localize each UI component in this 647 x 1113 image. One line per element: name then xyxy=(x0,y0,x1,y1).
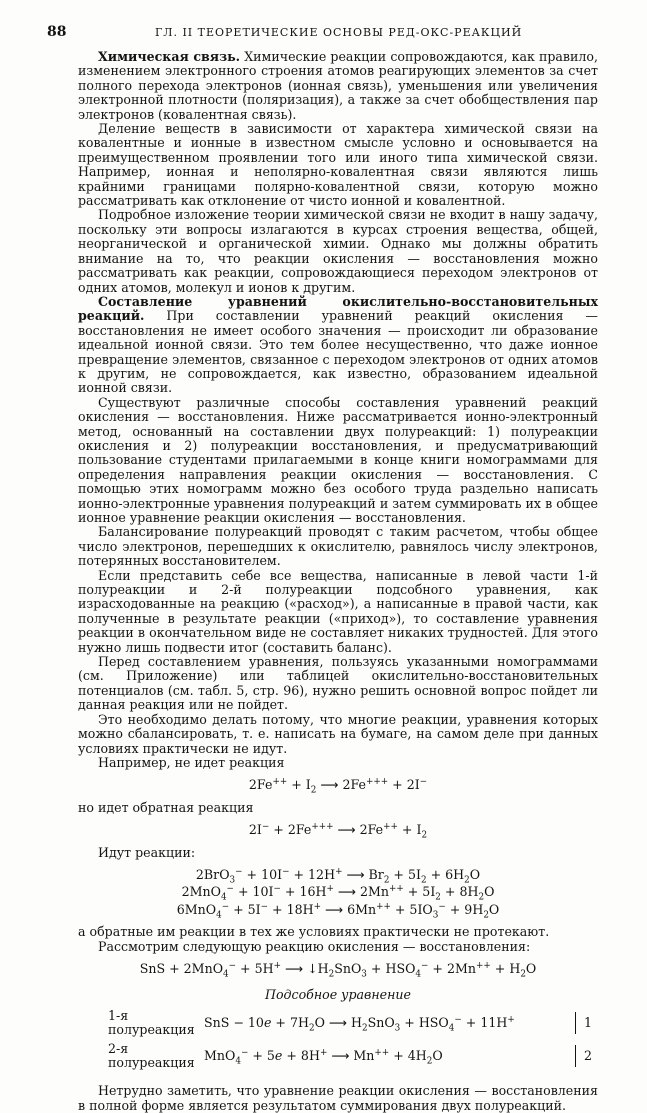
paragraph: Подробное изложение теории химической связи не входит в нашу задачу, поскольку эти вопросы излагаются в курсах строения вещества, общей, неорганической и органической химии. Однако мы должны обратить внимание на то, что реакции окисления — восстановления можно рассматривать как реакции, сопровождающиеся переходом электронов от одних атомов, молекул и ионов к другим. xyxy=(78,207,598,295)
paragraph: Это необходимо делать потому, что многие реакции, уравнения которых можно сбалансировать, т. е. написать на бумаге, на самом деле при данных условиях практически не идут. xyxy=(78,711,598,756)
half-reaction-index: 1 xyxy=(575,1012,598,1034)
paragraph-conclusion: Нетрудно заметить, что уравнение реакции окисления — восстановления в полной форме является результатом суммирования двух полуреакций. xyxy=(78,1083,598,1113)
paragraph: Если представить себе все вещества, написанные в левой части 1-й полуреакции и 2-й полуреакции подсобного уравнения, как израсходованные на реакцию («расход»), а написанные в правой части, как полученные в результате реакции («приход»), то составление уравнения реакции в окончательном виде не составляет никаких трудностей. Для этого нужно лишь подвести итог (составить баланс). xyxy=(78,567,598,655)
paragraph-equation-writing: Составление уравнений окислительно-восстановительных реакций. При составлении уравнений реакций окисления — восстановления не имеет особого значения — происходит ли образование идеальной ионной связи. Это тем более несущественно, что даже ионное превращение элементов, связанное с переходом электронов от одних атомов к другим, не сопровождается, как известно, образованием идеальной ионной связи. xyxy=(78,293,598,396)
section-heading-equations: Составление уравнений окислительно-восстановительных реакций. xyxy=(78,293,598,324)
half-reaction-1 xyxy=(78,1009,598,1038)
half-reaction-equation: MnO$_4$− + 5e + 8H+ ⟶ $Mn^{++} + 4H_2O$ xyxy=(204,1047,443,1067)
equation-reverse: 2I− + 2Fe+++ ⟶ $2Fe^{++} + I_2$ xyxy=(248,821,428,841)
paragraph: Идут реакции: xyxy=(98,844,196,860)
paragraph: Деление веществ в зависимости от характера химической связи на ковалентные и ионные в известном смысле условно и основывается на преимущественном проявлении того или иного типа химической связи. Например, ионная и неполярно-ковалентная связи являются лишь крайними границами полярно-ковалентной связи, которую можно рассматривать как отклонение от чисто ионной и ковалентной. xyxy=(78,121,598,209)
equation-fe-iodine: $2Fe^{++} + I_2$ ⟶ 2Fe+++ + 2I− xyxy=(248,777,428,796)
page-header xyxy=(0,24,647,44)
paragraph-chemical-bond: Химическая связь. Химические реакции сопровождаются, как правило, изменением электронного строения атомов реагирующих элементов за счет полного перехода электронов (ионная связь), уменьшения или увеличения электронной плотности (поляризация), а также за счет обобществления пар электронов (ковалентная связь). xyxy=(78,49,598,122)
half-reaction-2 xyxy=(78,1042,598,1071)
page-body xyxy=(78,50,598,1113)
equation-permanganate-iodate: 6MnO$_4$− + 5I− + 18H+ ⟶ $6Mn^{++} + 5IO_3^- + 9H_2O$ xyxy=(176,901,500,921)
paragraph: а обратные им реакции в тех же условиях практически не протекают. xyxy=(78,924,550,940)
paragraph: Существуют различные способы составления уравнений реакций окисления — восстановления. Ниже рассматривается ионно-электронный метод, основанный на составлении двух полуреакций: 1) полуреакции окисления и 2) полуреакции восстановления, и предусматривающий пользование студентами прилагаемыми в конце книги номограммами для определения направления реакции окисления — восстановления. С помощью этих номограмм можно без особого труда раздельно написать ионно-электронные уравнения полуреакций и затем суммировать их в общее ионное уравнение реакции окисления — восстановления. xyxy=(78,394,598,525)
section-heading-chemical-bond: Химическая связь. xyxy=(98,49,241,64)
half-reaction-index: 2 xyxy=(575,1045,598,1067)
equation-tin-sulfide: SnS + 2MnO$_4$− + 5H+ ⟶ $↓H_2SnO_3 + HSO_4^- + 2Mn^{++} + H_2O$ xyxy=(139,960,537,980)
half-reaction-equation: SnS − $10e + 7H_2O$ ⟶ $H_2SnO_3 + HSO_4^- + 11H^+$ xyxy=(204,1014,515,1034)
paragraph: Например, не идет реакция xyxy=(98,754,285,770)
equation-group xyxy=(78,866,598,921)
paragraph: Перед составлением уравнения, пользуясь указанными номограммами (см. Приложение) или таблицей окислительно-восстановительных потенциалов (см. табл. 5, стр. 96), нужно решить основной вопрос пойдет ли данная реакция или не пойдет. xyxy=(78,654,598,713)
equation-permanganate: 2MnO$_4$− + 10I− + 16H+ ⟶ $2Mn^{++} + 5I_2 + 8H_2O$ xyxy=(181,884,495,903)
page-number: 88 xyxy=(47,24,67,40)
paragraph: но идет обратная реакция xyxy=(78,799,254,815)
paragraph: Балансирование полуреакций проводят с таким расчетом, чтобы общее число электронов, перешедших к окислителю, равнялось числу электронов, потерянных восстановителем. xyxy=(78,524,598,569)
half-reaction-label: 2-я полуреакция xyxy=(108,1040,195,1070)
equation-bromate: 2BrO$_3$− + 10I− + 12H+ ⟶ $Br_2 + 5I_2 + 6H_2O$ xyxy=(195,866,481,886)
auxiliary-equation-caption: Подсобное уравнение xyxy=(264,987,411,1003)
paragraph: Рассмотрим следующую реакцию окисления — восстановления: xyxy=(98,938,531,954)
half-reaction-label: 1-я полуреакция xyxy=(108,1007,195,1038)
running-title: ГЛ. II ТЕОРЕТИЧЕСКИЕ ОСНОВЫ РЕД-ОКС-РЕАКЦИЙ xyxy=(155,26,523,39)
